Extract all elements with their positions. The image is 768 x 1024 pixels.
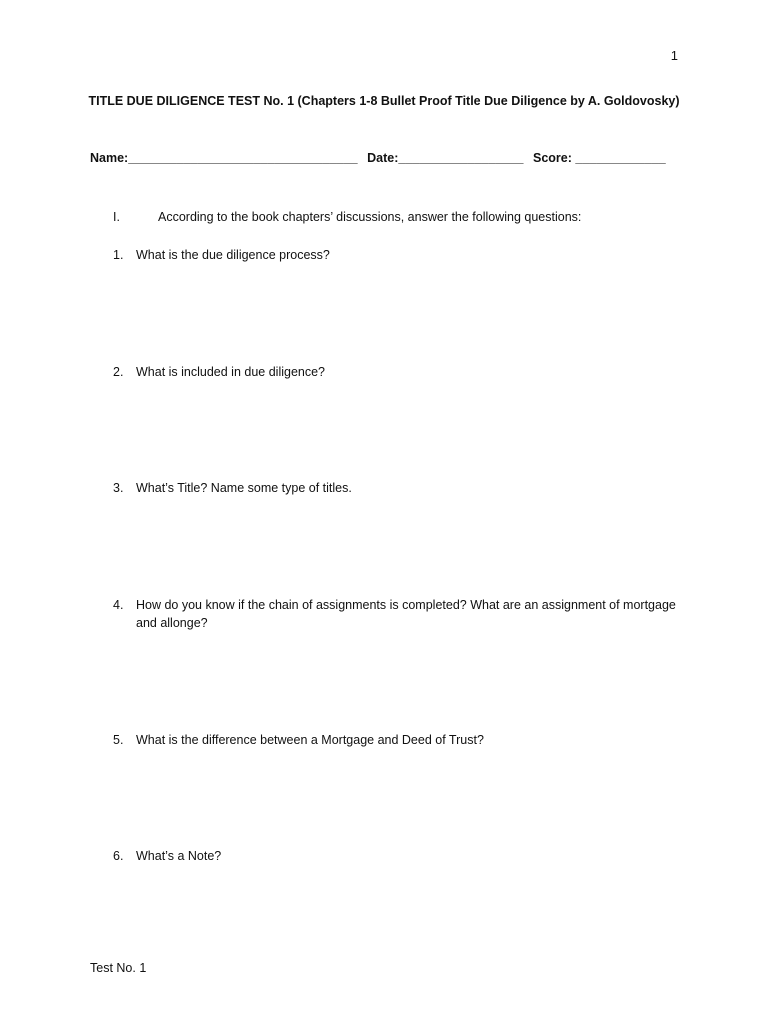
question-text: What is the due diligence process? [136, 248, 330, 262]
question-number: 6. [113, 849, 124, 863]
page-number: 1 [670, 48, 678, 63]
question-item [113, 731, 683, 749]
question-text: What is the difference between a Mortgage and Deed of Trust? [136, 733, 484, 747]
question-item [113, 363, 683, 381]
question-number: 1. [113, 248, 124, 262]
date-field: Date:__________________ [367, 151, 524, 165]
score-field: Score: _____________ [532, 151, 666, 165]
question-text: What’s a Note? [136, 849, 222, 863]
section-heading [113, 210, 581, 224]
question-item [113, 479, 683, 497]
question-number: 5. [113, 733, 124, 747]
question-number: 3. [113, 481, 124, 495]
document-title: TITLE DUE DILIGENCE TEST No. 1 (Chapters 1-8 Bullet Proof Title Due Diligence by A. Goldovosky) [88, 94, 680, 108]
name-field: Name:_________________________________ [90, 151, 358, 165]
question-text: How do you know if the chain of assignments is completed? What are an assignment of mortgage and allonge? [136, 598, 676, 630]
question-text: What’s Title? Name some type of titles. [136, 481, 352, 495]
question-item [113, 596, 683, 632]
question-item [113, 847, 683, 865]
header-fields [90, 151, 690, 165]
section-numeral: I. [113, 210, 120, 224]
page-footer: Test No. 1 [90, 961, 147, 975]
section-instruction: According to the book chapters’ discussions, answer the following questions: [158, 210, 582, 224]
question-number: 4. [113, 598, 124, 612]
question-item [113, 246, 683, 264]
question-number: 2. [113, 365, 124, 379]
question-text: What is included in due diligence? [136, 365, 326, 379]
